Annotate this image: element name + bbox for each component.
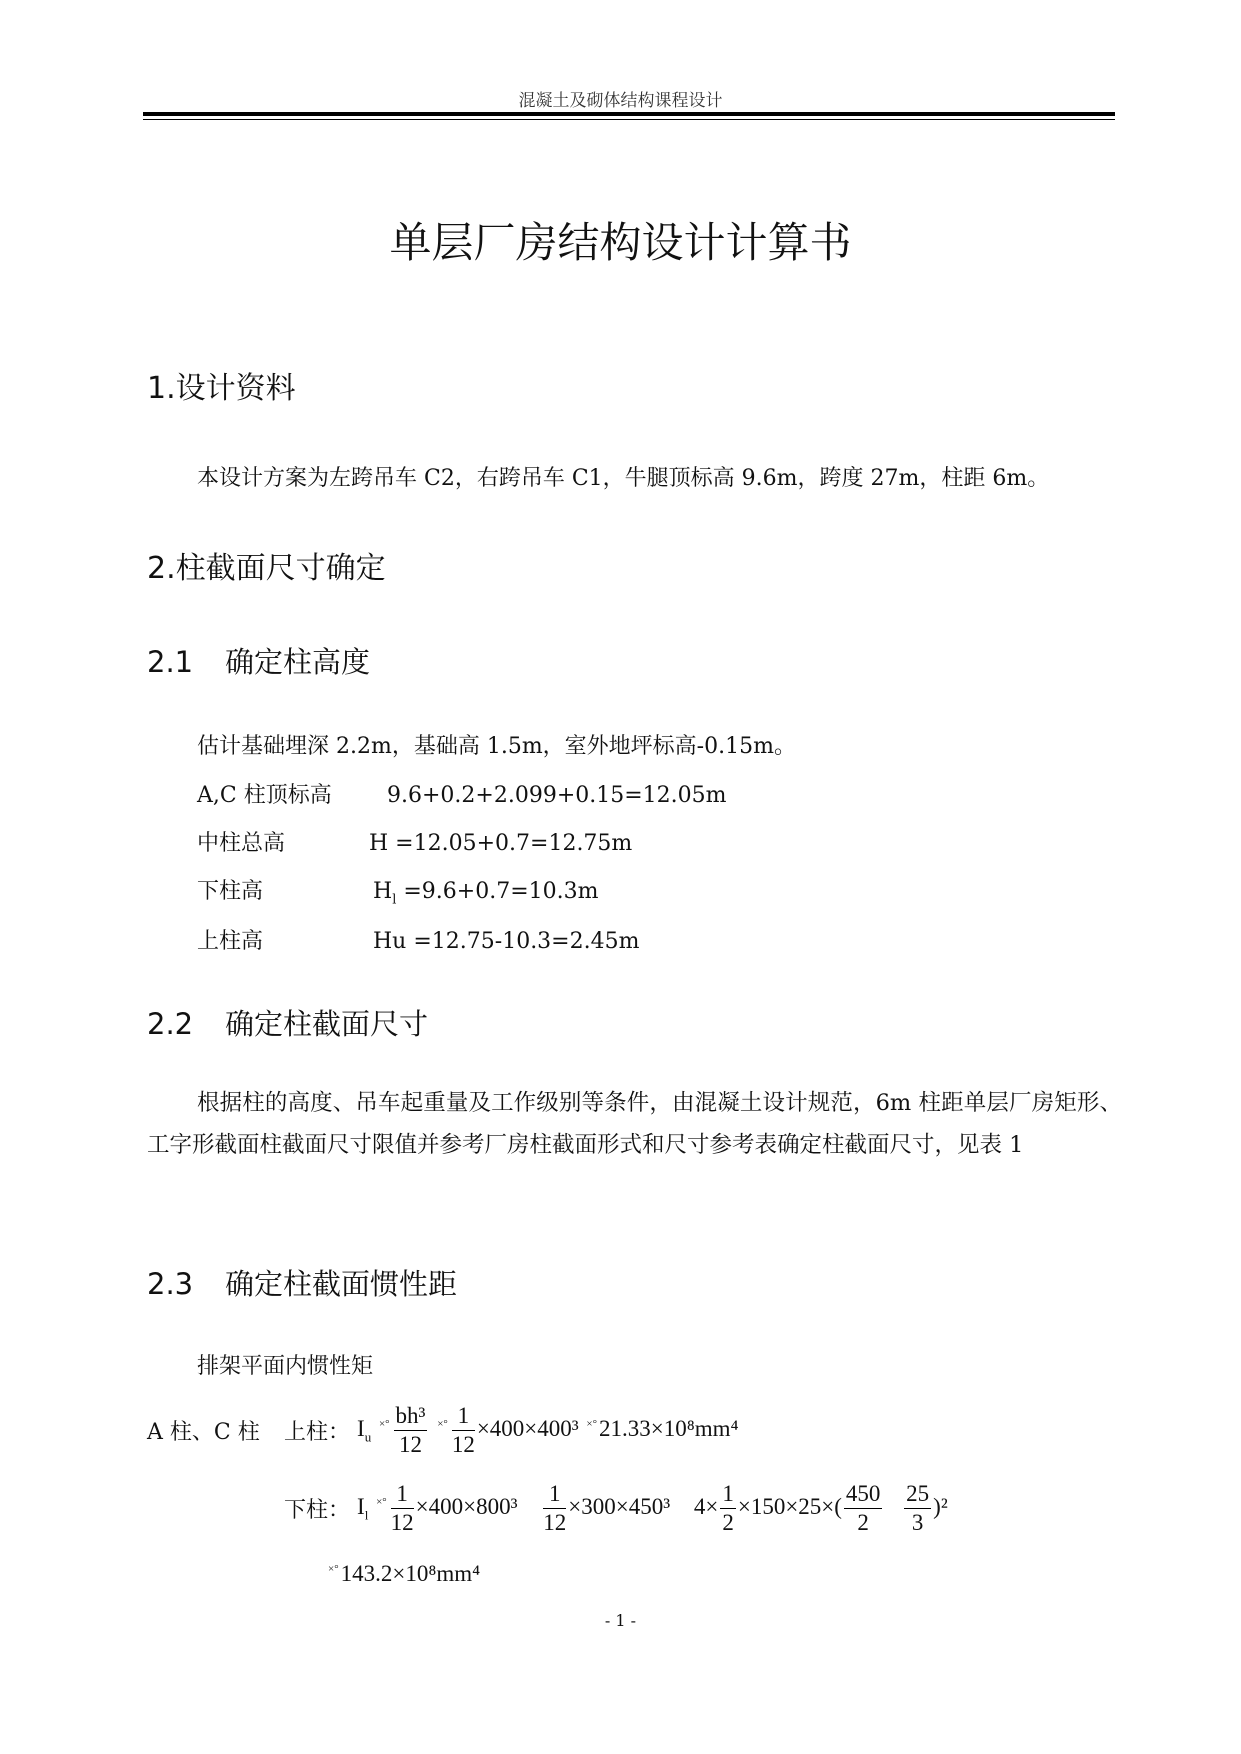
section-1-heading: 1.设计资料: [147, 371, 296, 406]
fraction-numerator: bh³: [394, 1402, 428, 1431]
row-middle-column-height: [197, 826, 632, 857]
fraction: [543, 1480, 566, 1537]
fraction: [844, 1480, 883, 1537]
inertia-symbol: I: [357, 1493, 365, 1519]
expression: ×300×450³: [568, 1493, 671, 1519]
row-label: 上柱高: [197, 929, 264, 954]
inertia-sub: l: [364, 1507, 369, 1523]
row-label: A,C 柱顶标高: [197, 783, 332, 808]
upper-column-equation: [147, 1402, 739, 1459]
row-symbol-sub: l: [392, 892, 397, 908]
result: 143.2×10⁸mm⁴: [340, 1561, 481, 1586]
expression: ×400×400³: [476, 1415, 579, 1441]
row-lower-column-height: [197, 874, 598, 907]
column-label: A 柱、C 柱: [147, 1420, 260, 1445]
section-2-heading: 2.柱截面尺寸确定: [147, 551, 386, 586]
fraction-numerator: 1: [543, 1480, 566, 1509]
section-2-1-heading: [147, 640, 370, 681]
row-upper-column-height: [197, 924, 639, 955]
row-value: =9.6+0.7=10.3m: [396, 879, 599, 904]
row-ac-top-elevation: [197, 778, 727, 809]
document-title: 单层厂房结构设计计算书: [389, 218, 852, 267]
fraction-numerator: 1: [391, 1480, 414, 1509]
equals-mark: ×°: [378, 1417, 390, 1430]
inertia-symbol: I: [357, 1415, 365, 1441]
section-2-2-number: 2.2: [147, 1007, 194, 1041]
fraction: [394, 1402, 428, 1459]
equals-mark: ×°: [328, 1563, 339, 1575]
fraction-denominator: 12: [543, 1510, 567, 1535]
fraction-numerator: 450: [844, 1480, 883, 1509]
running-header: 混凝土及砌体结构课程设计: [518, 91, 723, 111]
upper-label: 上柱：: [284, 1420, 351, 1445]
header-rule-thick: [143, 112, 1115, 116]
section-2-1-number: 2.1: [147, 645, 194, 679]
section-2-2-heading: [147, 1002, 428, 1043]
lower-column-equation: [284, 1480, 948, 1537]
section-2-3-intro: 排架平面内惯性矩: [197, 1354, 374, 1379]
equals-mark: ×°: [376, 1495, 387, 1508]
row-label: 中柱总高: [197, 831, 286, 856]
section-2-2-paragraph: 根据柱的高度、吊车起重量及工作级别等条件，由混凝土设计规范，6m 柱距单层厂房矩形、工字形截面柱截面尺寸限值并参考厂房柱截面形式和尺寸参考表确定柱截面尺寸，见表 1: [147, 1090, 1122, 1158]
fraction: [904, 1480, 931, 1537]
fraction-numerator: 1: [452, 1402, 475, 1431]
expression: ×400×800³: [415, 1493, 518, 1519]
fraction-denominator: 12: [399, 1432, 422, 1457]
row-value: Hu =12.75-10.3=2.45m: [373, 929, 640, 954]
fraction: [720, 1480, 736, 1537]
page-number: - 1 -: [604, 1611, 637, 1630]
section-1-text: 本设计方案为左跨吊车 C2，右跨吊车 C1，牛腿顶标高 9.6m，跨度 27m，柱距 6m。: [197, 466, 1050, 491]
row-label: 下柱高: [197, 879, 264, 904]
section-2-1-title: 确定柱高度: [225, 645, 371, 679]
row-value: 9.6+0.2+2.099+0.15=12.05m: [387, 783, 727, 808]
lower-formula: [357, 1481, 948, 1535]
fraction-denominator: 2: [722, 1510, 734, 1535]
row-value: H =12.05+0.7=12.75m: [369, 831, 633, 856]
lower-column-result: [326, 1561, 480, 1587]
fraction-denominator: 3: [911, 1510, 924, 1535]
lower-label: 下柱：: [284, 1498, 351, 1523]
fraction-denominator: 12: [390, 1510, 414, 1535]
fraction-denominator: 12: [451, 1432, 475, 1457]
expression: 4×: [693, 1493, 719, 1519]
row-symbol: H: [373, 879, 393, 904]
equals-mark: ×°: [437, 1417, 448, 1430]
section-2-3-number: 2.3: [147, 1267, 194, 1301]
fraction-numerator: 25: [904, 1480, 931, 1509]
section-2-1-intro: 估计基础埋深 2.2m，基础高 1.5m，室外地坪标高-0.15m。: [197, 734, 796, 759]
fraction-numerator: 1: [720, 1480, 736, 1509]
fraction: [452, 1402, 475, 1459]
section-2-3-heading: [147, 1262, 457, 1303]
section-2-3-title: 确定柱截面惯性距: [225, 1267, 458, 1301]
fraction-denominator: 2: [857, 1510, 869, 1535]
fraction: [391, 1480, 414, 1537]
upper-formula: [357, 1403, 739, 1457]
result: 21.33×10⁸mm⁴: [599, 1415, 739, 1441]
header-rule-thin: [143, 119, 1115, 120]
expression: ×150×25×(: [737, 1493, 842, 1519]
section-2-2-title: 确定柱截面尺寸: [225, 1007, 429, 1041]
inertia-sub: u: [364, 1429, 372, 1445]
equals-mark: ×°: [586, 1417, 598, 1430]
expression: )²: [933, 1493, 948, 1519]
